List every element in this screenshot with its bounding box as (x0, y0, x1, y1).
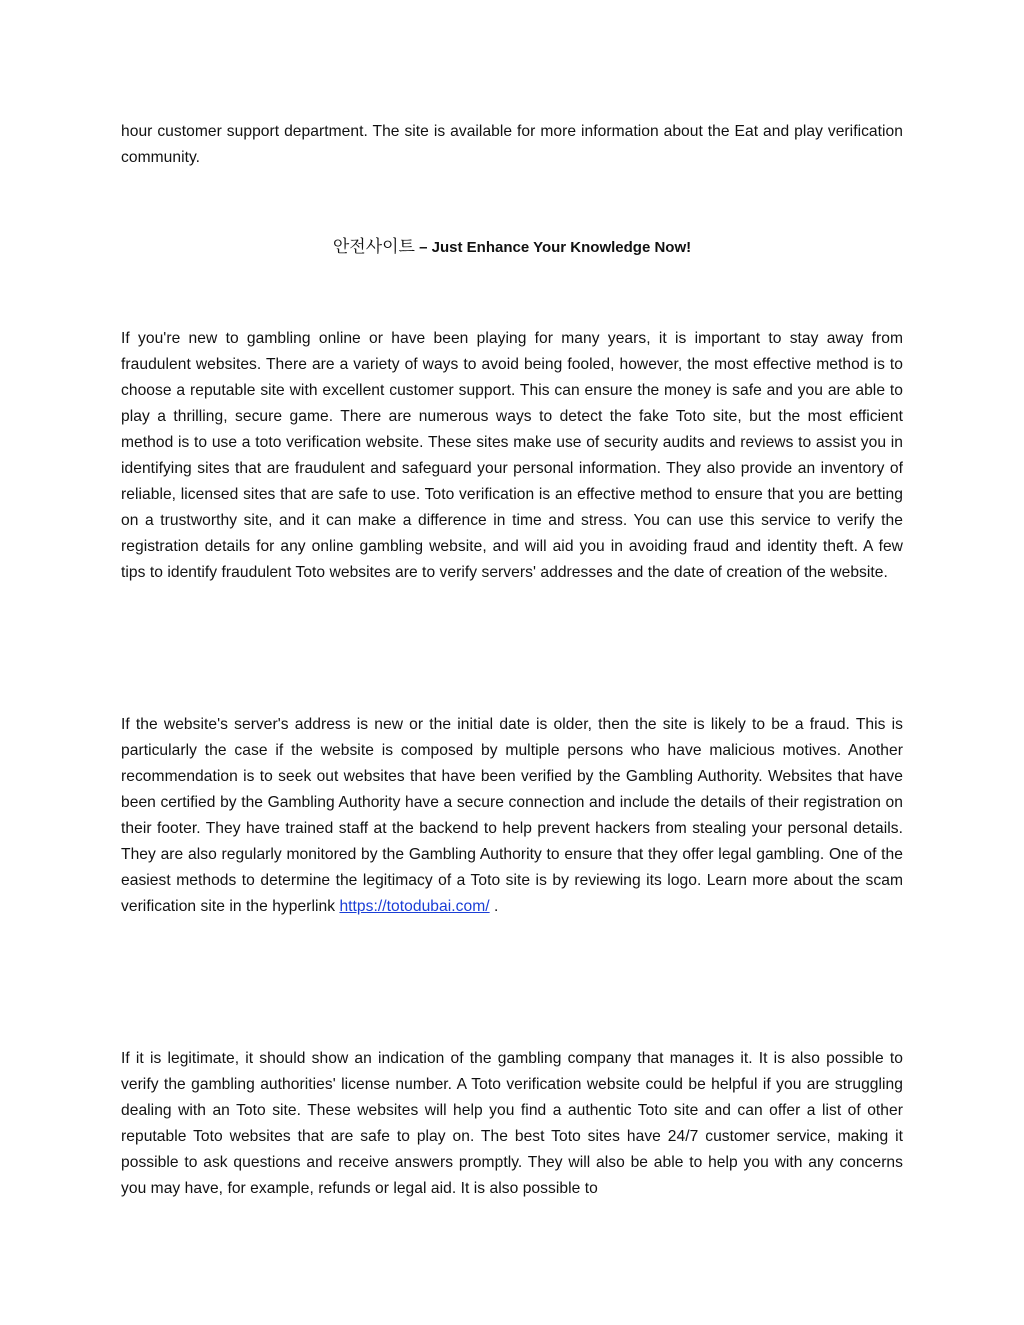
body-paragraph-2 (121, 712, 903, 920)
paragraph-2-trailing-text: . (489, 898, 499, 915)
intro-paragraph: hour customer support department. The site is available for more information about the Eat and play verification community. (121, 123, 903, 166)
totodubai-hyperlink[interactable]: https://totodubai.com/ (339, 898, 490, 915)
section-heading (121, 234, 903, 261)
heading-korean-text: 안전사이트 (332, 237, 415, 257)
body-paragraph-1: If you're new to gambling online or have been playing for many years, it is important to stay away from fraudulent websites. There are a variety of ways to avoid being fooled, however, the most effective method is to choose a reputable site with excellent customer support. This can ensure the money is safe and you are able to play a thrilling, secure game. There are numerous ways to detect the fake Toto site, but the most efficient method is to use a toto verification website. These sites make use of security audits and reviews to assist you in identifying sites that are fraudulent and safeguard your personal information. They also provide an inventory of reliable, licensed sites that are safe to use. Toto verification is an effective method to ensure that you are betting on a trustworthy site, and it can make a difference in time and stress. You can use this service to verify the registration details for any online gambling website, and will aid you in avoiding fraud and identity theft. A few tips to identify fraudulent Toto websites are to verify servers' addresses and the date of creation of the website. (121, 330, 903, 581)
heading-english-text: – Just Enhance Your Knowledge Now! (414, 239, 692, 256)
paragraph-2-text: If the website's server's address is new or the initial date is older, then the site is likely to be a fraud. This is particularly the case if the website is composed by multiple persons who have malicious motives. Another recommendation is to seek out websites that have been verified by the Gambling Authority. Websites that have been certified by the Gambling Authority have a secure connection and include the details of their registration on their footer. They have trained staff at the backend to help prevent hackers from stealing your personal details. They are also regularly monitored by the Gambling Authority to ensure that they offer legal gambling. One of the easiest methods to determine the legitimacy of a Toto site is by reviewing its logo. Learn more about the scam verification site in the hyperlink (121, 716, 903, 915)
body-paragraph-3: If it is legitimate, it should show an indication of the gambling company that manages it. It is also possible to verify the gambling authorities' license number. A Toto verification website could be helpful if you are struggling dealing with an Toto site. These websites will help you find a authentic Toto site and can offer a list of other reputable Toto websites that are safe to play on. The best Toto sites have 24/7 customer service, making it possible to ask questions and receive answers promptly. They will also be able to help you with any concerns you may have, for example, refunds or legal aid. It is also possible to (121, 1050, 903, 1197)
